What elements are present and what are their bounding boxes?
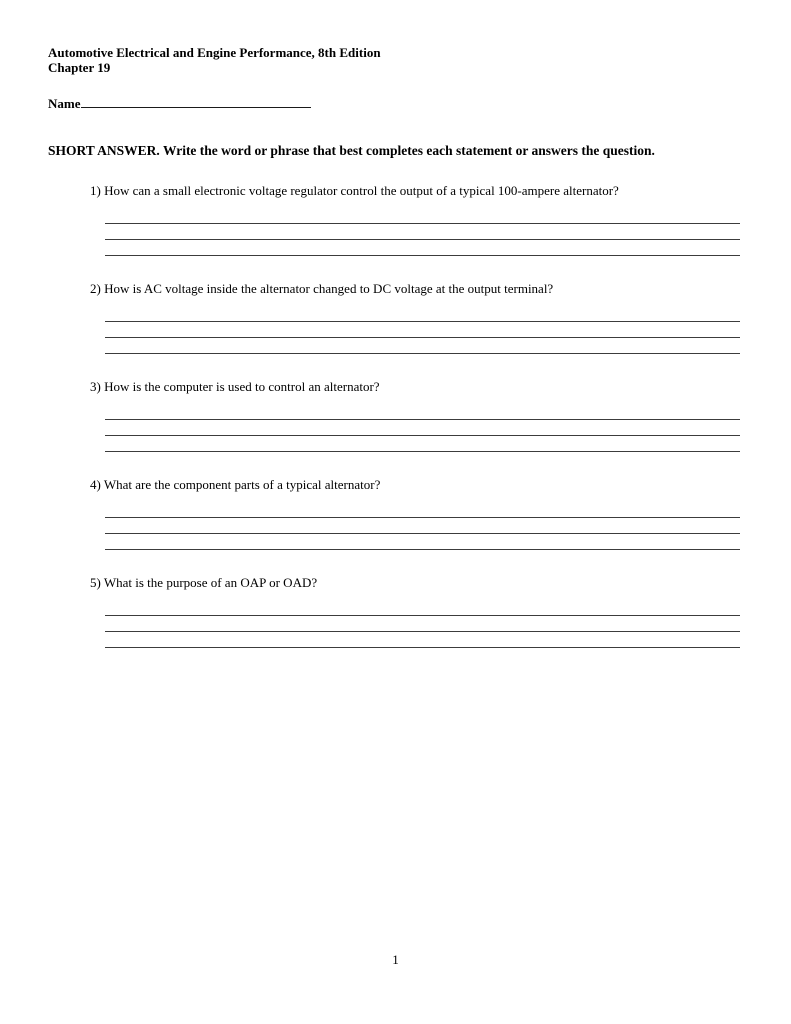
question-list xyxy=(48,183,740,648)
answer-line xyxy=(105,616,740,632)
question-body: What is the purpose of an OAP or OAD? xyxy=(103,574,318,590)
answer-line xyxy=(105,420,740,436)
name-blank-line xyxy=(81,94,311,108)
section-instructions: SHORT ANSWER. Write the word or phrase that best completes each statement or answers the question. xyxy=(48,142,655,158)
question-body: How is AC voltage inside the alternator changed to DC voltage at the output terminal? xyxy=(104,280,554,296)
page-number: 1 xyxy=(392,952,399,967)
question-4 xyxy=(48,477,740,550)
answer-line xyxy=(105,338,740,354)
answer-line xyxy=(105,306,740,322)
question-text xyxy=(48,281,740,297)
page-footer xyxy=(0,952,791,968)
question-3 xyxy=(48,379,740,452)
chapter-label: Chapter 19 xyxy=(48,59,111,75)
answer-area xyxy=(105,306,740,354)
question-text xyxy=(48,379,740,395)
question-text xyxy=(48,477,740,493)
answer-line xyxy=(105,404,740,420)
question-body: How is the computer is used to control an alternator? xyxy=(104,378,380,394)
book-title: Automotive Electrical and Engine Performance, 8th Edition xyxy=(48,45,381,60)
answer-line xyxy=(105,436,740,452)
question-2 xyxy=(48,281,740,354)
answer-line xyxy=(105,502,740,518)
answer-line xyxy=(105,322,740,338)
question-body: What are the component parts of a typical alternator? xyxy=(103,476,381,492)
question-number: 2) xyxy=(90,280,101,296)
question-number: 4) xyxy=(90,476,101,492)
answer-area xyxy=(105,208,740,256)
name-row xyxy=(48,94,740,112)
answer-line xyxy=(105,224,740,240)
answer-line xyxy=(105,518,740,534)
answer-line xyxy=(105,208,740,224)
answer-area xyxy=(105,600,740,648)
name-label: Name xyxy=(48,95,81,111)
answer-line xyxy=(105,600,740,616)
question-1 xyxy=(48,183,740,256)
question-body: How can a small electronic voltage regulator control the output of a typical 100-ampere alternator? xyxy=(104,182,619,198)
answer-area xyxy=(105,404,740,452)
answer-line xyxy=(105,632,740,648)
document-header xyxy=(48,46,740,76)
question-number: 1) xyxy=(90,182,101,198)
question-text xyxy=(48,575,740,591)
answer-line xyxy=(105,240,740,256)
answer-area xyxy=(105,502,740,550)
question-number: 5) xyxy=(90,574,101,590)
question-text xyxy=(48,183,740,199)
question-5 xyxy=(48,575,740,648)
answer-line xyxy=(105,534,740,550)
question-number: 3) xyxy=(90,378,101,394)
